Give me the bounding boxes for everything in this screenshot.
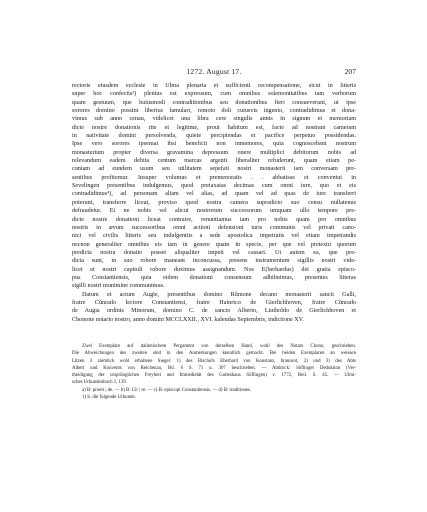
- text-line: pus Constantiensis, quia eidem donationi consensum adhibuimus, presentes litteras: [72, 274, 356, 281]
- text-line: nostris in ævum successoribus omni actioni defensioni iuris communis vel privati cano-: [72, 224, 356, 231]
- text-line: quam gestuum, que huiusmodi contraditionibus seu donationibus fieri consueverunt, ut ipse: [72, 99, 356, 106]
- running-head-date: 1272. August 17.: [186, 67, 242, 76]
- note-line: Die Abweichungen des zweiten sind in den Anmerkungen kenntlich gemacht. Bei beiden Exemplaren an weissen: [72, 351, 356, 357]
- note-line: Zwei Exemplare auf italienischem Pergament von derselben Hand, wohl des Notars Chono, geschrieben.: [82, 344, 356, 349]
- note-line: sches Urkundenbuch 1, 139.: [72, 380, 128, 386]
- text-line: nici vel civilis litteris seu indulgentiis a sede apostolica impetratis vel etiam impetrandis: [72, 233, 356, 240]
- text-line: cuniam ad eundem usum seu utilitatem sepefati nostri monasterii iam conversam pre-: [72, 166, 356, 173]
- text-line: fratre Cǔnrado lectore Constantiensi, fratre Hainrico de Gierlichhoven, fratre Cǔnrado: [72, 299, 356, 306]
- text-line: Ipse vero sorores ipsemaі ibsi beneficii non inmemores, quia cognoscebant nostrum: [72, 141, 356, 148]
- note-line: theidigung der ursprünglichen Freyheit und Immedietät des Gotteshaus Söflingen) v. 1772, Beil. S. 45. — Ulmi-: [72, 373, 356, 378]
- text-line: predicta nostra donatio posset aliqualiter impeti vel cassari. Ut autem ea, que pre-: [72, 249, 356, 256]
- text-line: monasterium propter diversa gravamina depressum onere multiplici debitorum nobis ad: [72, 149, 356, 156]
- text-line: in nativitate domini persolvenda, quiete percipiendas et pacifice perpetuo possidendas.: [72, 133, 356, 140]
- text-line: Datum et actum Augie, presentibus domino Rǔmone decano monasterii sancti Galli,: [82, 291, 356, 298]
- text-line: licet et nostri capituli robore duximus assignandum. Nos E(berhardus) dei gratia episco-: [72, 266, 356, 273]
- text-line: necnon generaliter omnibus eis tam in genere quam in specie, per que vel pretextu quorum: [72, 241, 356, 248]
- text-line: dicte nostre donationis rite et legitime, prout habitum est, facte ad nostram cameram: [72, 124, 356, 131]
- charter-text: [72, 82, 356, 324]
- running-head: [72, 67, 356, 79]
- note-line: Albert und Konvents von Reichenau, Bd. 6 S. 71 u. 307 beschrieben. — Abdruck: Söflinger Deduktion (Ver-: [72, 365, 356, 371]
- text-line: sorores domino possint liberius famulari, remoto doli cuiusvis ingenio, contradidimus et dona-: [72, 108, 356, 115]
- text-line: dicta sunt, in suo robore maneant inconcussa, presens instrumentum sigillis nostri vide-: [72, 258, 356, 265]
- footnote-reference: 1) S. die folgende Urkunde.: [82, 394, 136, 400]
- text-line: sigilli nostri munimine communimus.: [72, 283, 165, 290]
- text-line: dicte nostre donationi liceat contraire, renuntiamus tam pro nobis quam pro omnibus: [72, 216, 356, 223]
- note-line: Litzen 3 ziemlich wohl erhaltene Siegel: 1) des Bischofs Eberhard von Konstanz, braunrot, 2) und 3) des Abts: [72, 358, 356, 364]
- page-number: 207: [344, 67, 356, 76]
- footnote-variants: a) B: proeri | de. — b) B: Cir | re. — c) B: episcopi Constantiensis. — d) B: traditiones.: [82, 387, 252, 393]
- editorial-notes: [72, 343, 356, 401]
- text-line: de Augia ordinis Minorum, domino C. de sancto Alberto, Liutholdo de Gierlichhoven et: [72, 308, 356, 315]
- text-line: relevandum eadem debita centum marcas argenti liberaliter refuderunt, quam etiam pe-: [72, 158, 356, 165]
- text-line: poterunt, transferre liceat, proviso quod nostra camera supradicto suo censu nullatenus: [72, 199, 356, 206]
- text-line: contradidimus⁴), ad personam aliam vel alias, ad quam vel ad quas de iure transferri: [72, 191, 356, 198]
- text-line: super hoc confectis²) plenius est expressum, cum omnibus solemonitatibus tam verborum: [72, 91, 356, 98]
- text-line: Chonone notario nostro, anno domini MCCLXXII., XVI. kalendas Septembris, indictione XV.: [72, 316, 304, 323]
- text-line: rectoris eiusdem ecclesie in Ulma plenaria et sufficienti recompensatione, sicut in litteris: [72, 83, 356, 89]
- text-line: defraudetur. Et ne nobis vel alicui nostrorum successorum umquam ullo tempore pre-: [72, 208, 356, 215]
- text-line: Sevelingen presentibus indulgemus, quod pretaxatas decimas cum omni iure, quo et eis: [72, 183, 356, 190]
- text-line: sentibus profitemur. Insuper volumus et premenoratis . . abbatisse et conventui in: [72, 174, 356, 181]
- text-line: vimus sub anno cenau, videlicet una libra cere singulis annis in signum et memoriam: [72, 116, 356, 123]
